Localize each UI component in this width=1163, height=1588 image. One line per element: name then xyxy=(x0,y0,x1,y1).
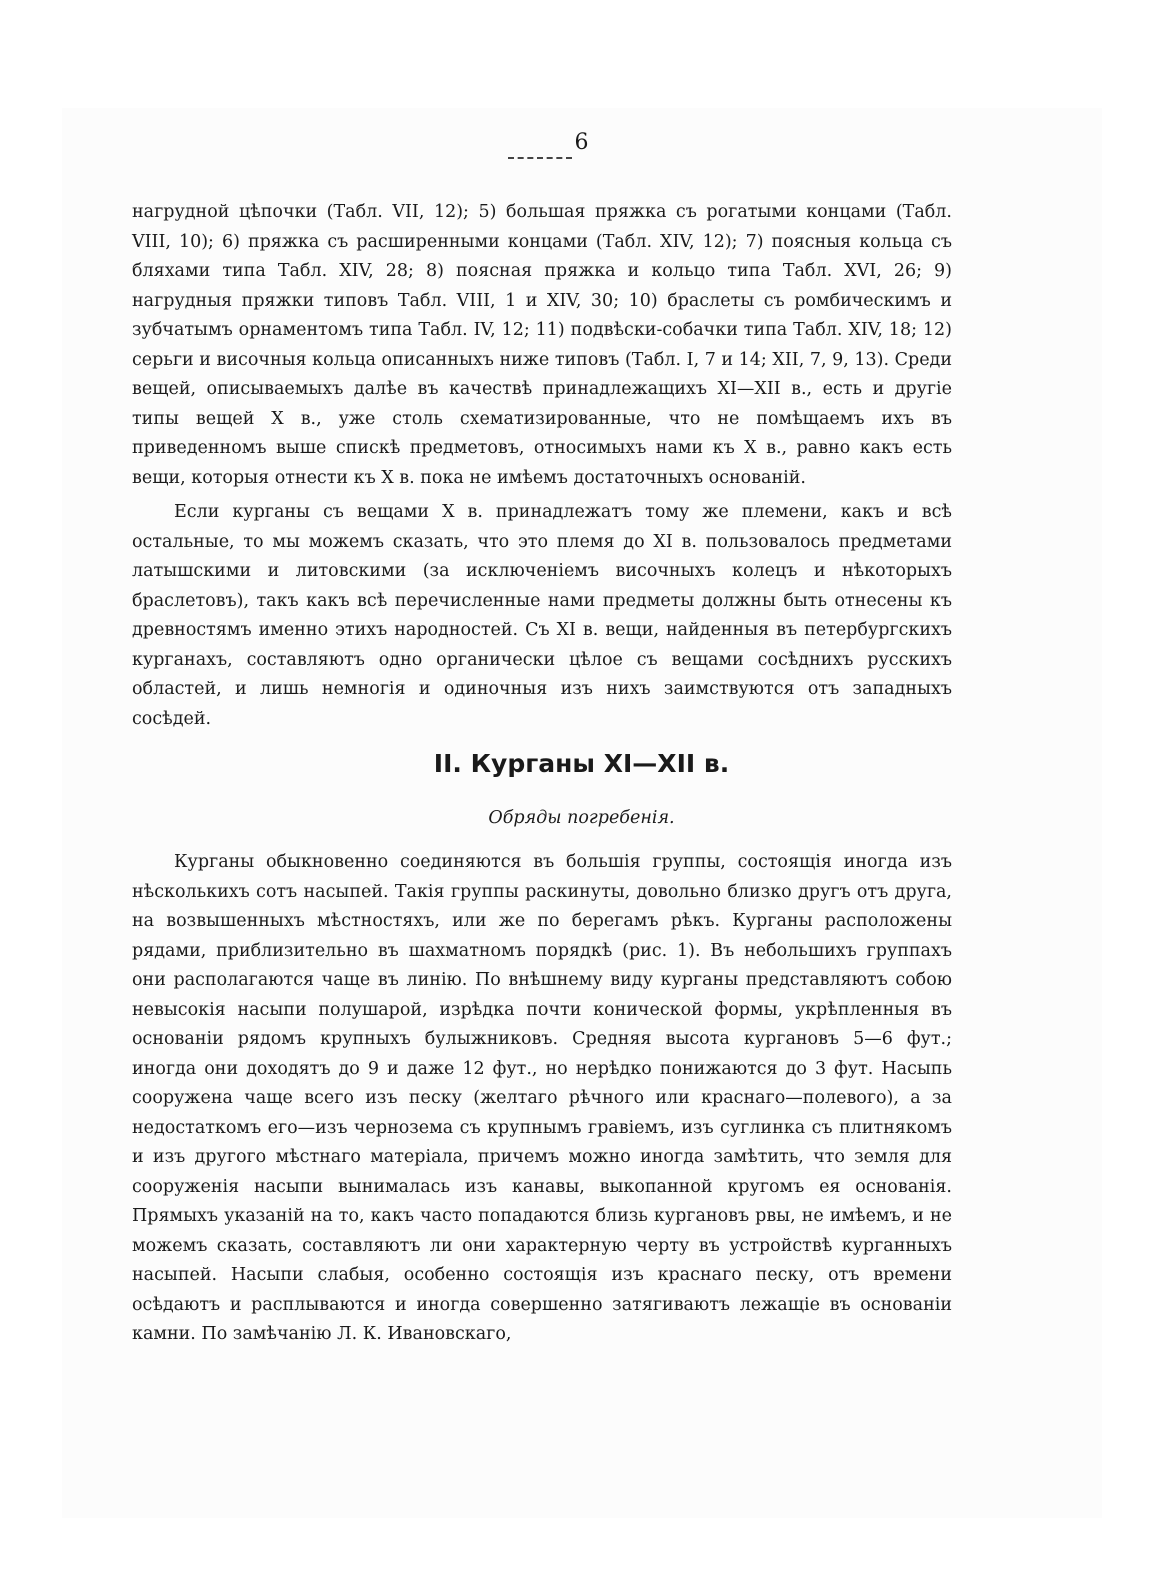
paragraph: Если курганы съ вещами X в. принадлежатъ тому же племени, какъ и всѣ остальные, то мы можемъ сказать, что это племя до XI в. пользовалось предметами латышскими и литовскими (за исключеніемъ височныхъ колецъ и нѣкоторыхъ браслетовъ), такъ какъ всѣ перечисленные нами предметы должны быть отнесены къ древностямъ именно этихъ народностей. Съ XI в. вещи, найденныя въ петербургскихъ курганахъ, составляютъ одно органически цѣлое съ вещами сосѣднихъ русскихъ областей, и лишь немногія и одиночныя изъ нихъ заимствуются отъ западныхъ сосѣдей. xyxy=(132,502,952,729)
section-2-text xyxy=(132,848,952,1350)
paragraph: Курганы обыкновенно соединяются въ большія группы, состоящія иногда изъ нѣсколькихъ сотъ насыпей. Такія группы раскинуты, довольно близко другъ отъ друга, на возвышенныхъ мѣстностяхъ, или же по берегамъ рѣкъ. Курганы расположены рядами, приблизительно въ шахматномъ порядкѣ (рис. 1). Въ небольшихъ группахъ они располагаются чаще въ линію. По внѣшнему виду курганы представляютъ собою невысокія насыпи полушарой, изрѣдка почти конической формы, укрѣпленныя въ основаніи рядомъ крупныхъ булыжниковъ. Средняя высота кургановъ 5—6 фут.; иногда они доходятъ до 9 и даже 12 фут., но нерѣдко понижаются до 3 фут. Насыпь сооружена чаще всего изъ песку (желтаго рѣчного или краснаго—полевого), а за недостаткомъ его—изъ чернозема съ крупнымъ гравіемъ, изъ суглинка съ плитнякомъ и изъ другого мѣстнаго матеріала, причемъ можно иногда замѣтить, что земля для сооруженія насыпи вынималась изъ канавы, выкопанной кругомъ ея основанія. Прямыхъ указаній на то, какъ часто попадаются близь кургановъ рвы, не имѣемъ, и не можемъ сказать, составляютъ ли они характерную черту въ устройствѣ курганныхъ насыпей. Насыпи слабыя, особенно состоящія изъ краснаго песку, отъ времени осѣдаютъ и расплываются и иногда совершенно затягиваютъ лежащіе въ основаніи камни. По замѣчанію Л. К. Ивановскаго, xyxy=(132,852,952,1344)
section-subheading: Обряды погребенія. xyxy=(488,808,675,828)
page-number-rule xyxy=(508,157,572,159)
page-number: 6 xyxy=(574,130,589,155)
paragraph-continued: нагрудной цѣпочки (Табл. VII, 12); 5) большая пряжка съ рогатыми концами (Табл. VIII, 10); 6) пряжка съ расширенными концами (Табл. XIV, 12); 7) поясныя кольца съ бляхами типа Табл. XIV, 28; 8) поясная пряжка и кольцо типа Табл. XVI, 26; 9) нагрудныя пряжки типовъ Табл. VIII, 1 и XIV, 30; 10) браслеты съ ромбическимъ и зубчатымъ орнаментомъ типа Табл. IV, 12; 11) подвѣски-собачки типа Табл. XIV, 18; 12) серьги и височныя кольца описанныхъ ниже типовъ (Табл. I, 7 и 14; XII, 7, 9, 13). Среди вещей, описываемыхъ далѣе въ качествѣ принадлежащихъ XI—XII в., есть и другіе типы вещей X в., уже столь схематизированные, что не помѣщаемъ ихъ въ приведенномъ выше спискѣ предметовъ, относимыхъ нами къ X в., равно какъ есть вещи, которыя отнести къ X в. пока не имѣемъ достаточныхъ основаній. xyxy=(132,202,952,488)
section-heading: II. Курганы XI—XII в. xyxy=(433,749,730,778)
section-1-text xyxy=(132,198,952,734)
